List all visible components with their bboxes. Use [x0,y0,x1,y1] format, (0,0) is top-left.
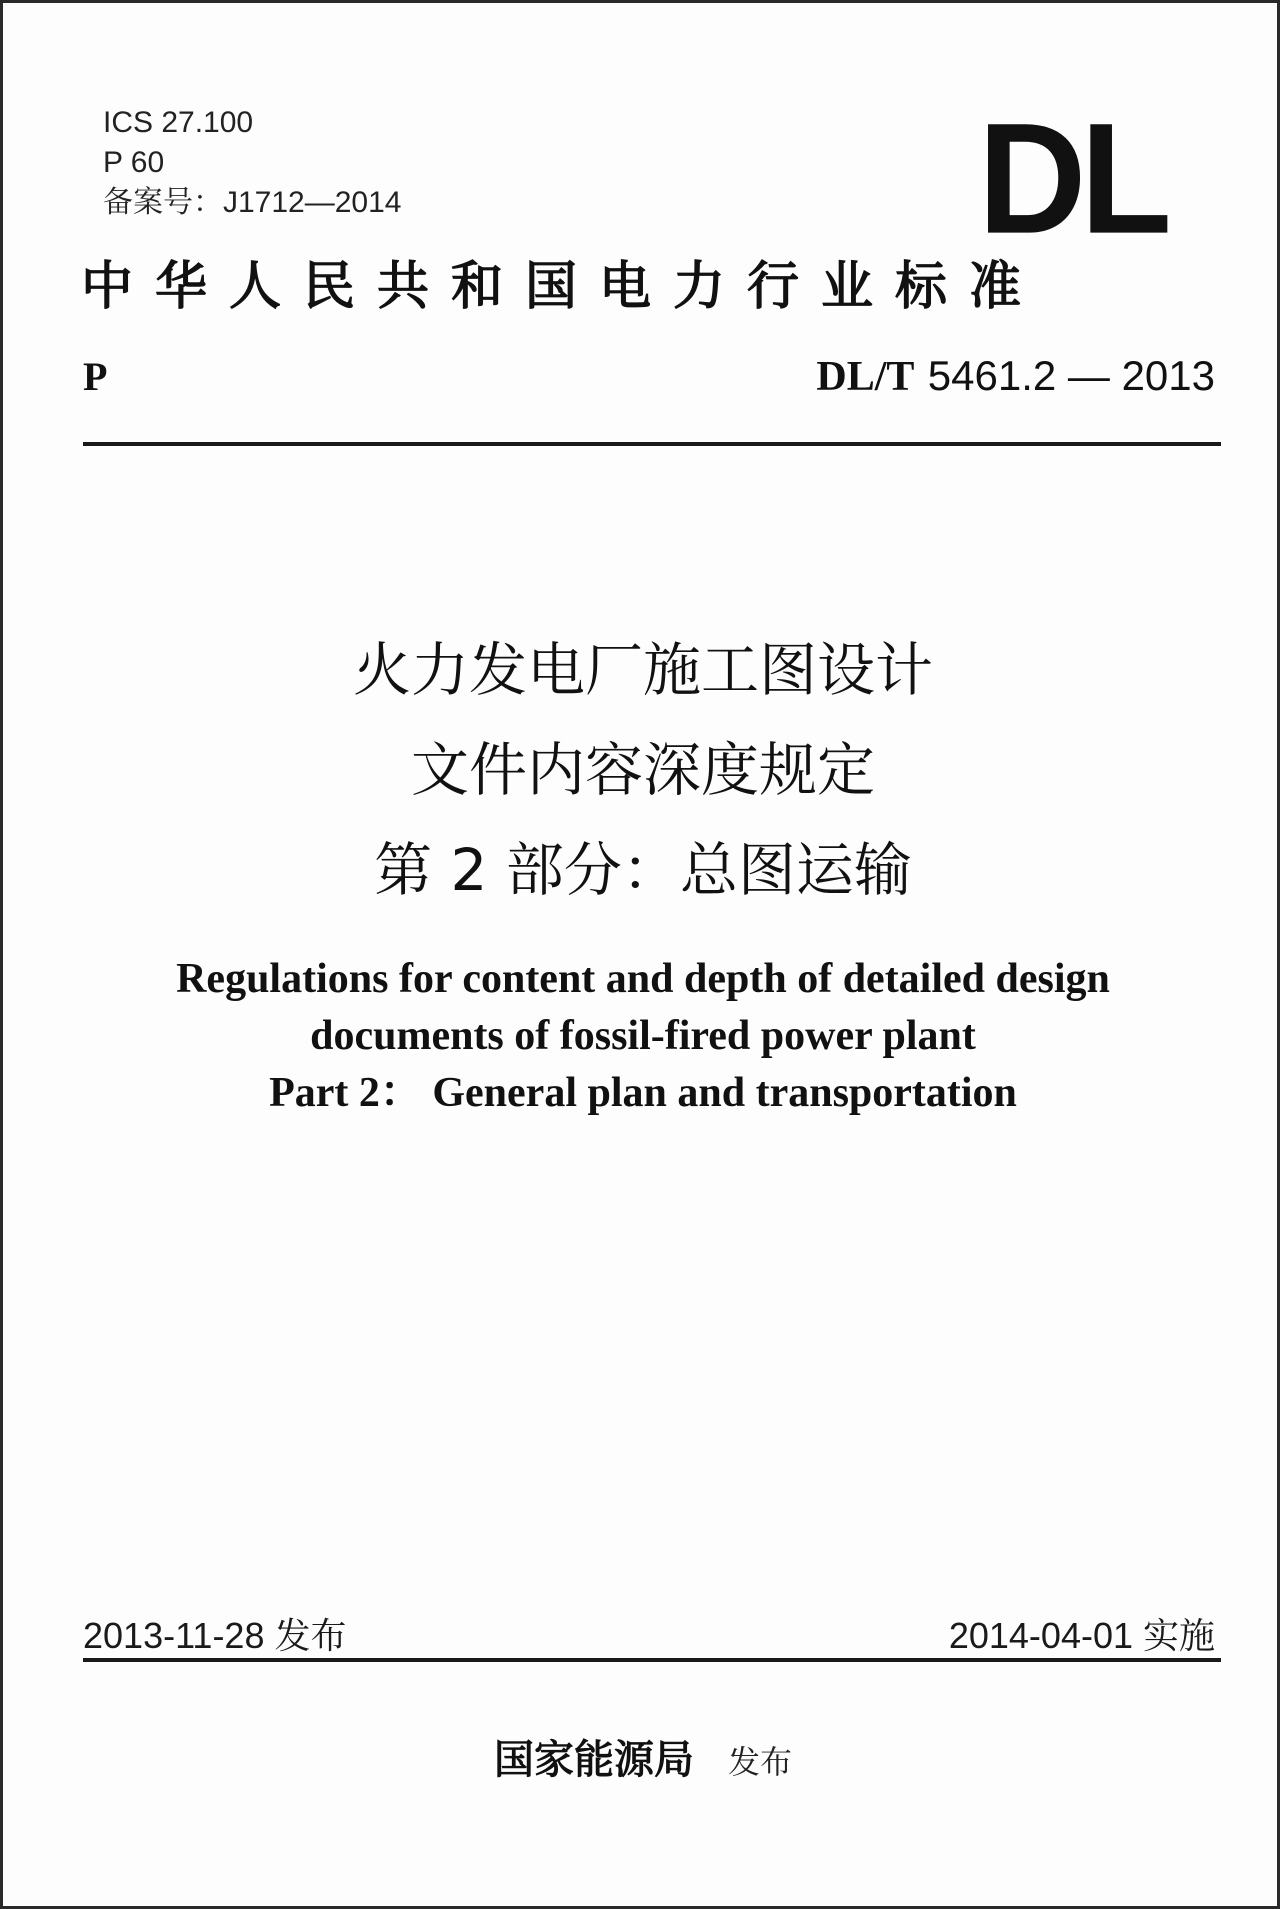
footer-divider [83,1658,1221,1662]
header-divider [83,442,1221,446]
effective-date: 2014-04-01 实施 [948,1615,1215,1656]
title-en-line2: documents of fossil-fired power plant [310,1013,976,1059]
publisher [3,1728,1280,1785]
standard-number [816,351,1215,401]
ccs-code: P 60 [103,146,165,179]
standard-code: DL/T [816,354,915,400]
ics-code: ICS 27.100 [103,106,254,139]
filing-number: 备案号：J1712—2014 [103,186,402,219]
standard-category: 中华人民共和国电力行业标准 [81,256,1044,317]
title-cn-line3: 第 2 部分：总图运输 [374,836,912,904]
publisher-org: 国家能源局 [493,1736,694,1783]
standard-number-value: 5461.2 — 2013 [927,352,1215,399]
issue-date: 2013-11-28 发布 [83,1615,347,1656]
publisher-verb: 发布 [727,1743,792,1781]
title-en-line1: Regulations for content and depth of detailed design [176,956,1110,1002]
title-cn-line1: 火力发电厂施工图设计 [352,636,933,704]
title-cn-line2: 文件内容深度规定 [410,736,875,804]
title-en-line3: Part 2： General plan and transportation [269,1070,1017,1116]
dl-logo: DL [978,89,1166,267]
classification-letter: P [83,354,108,399]
